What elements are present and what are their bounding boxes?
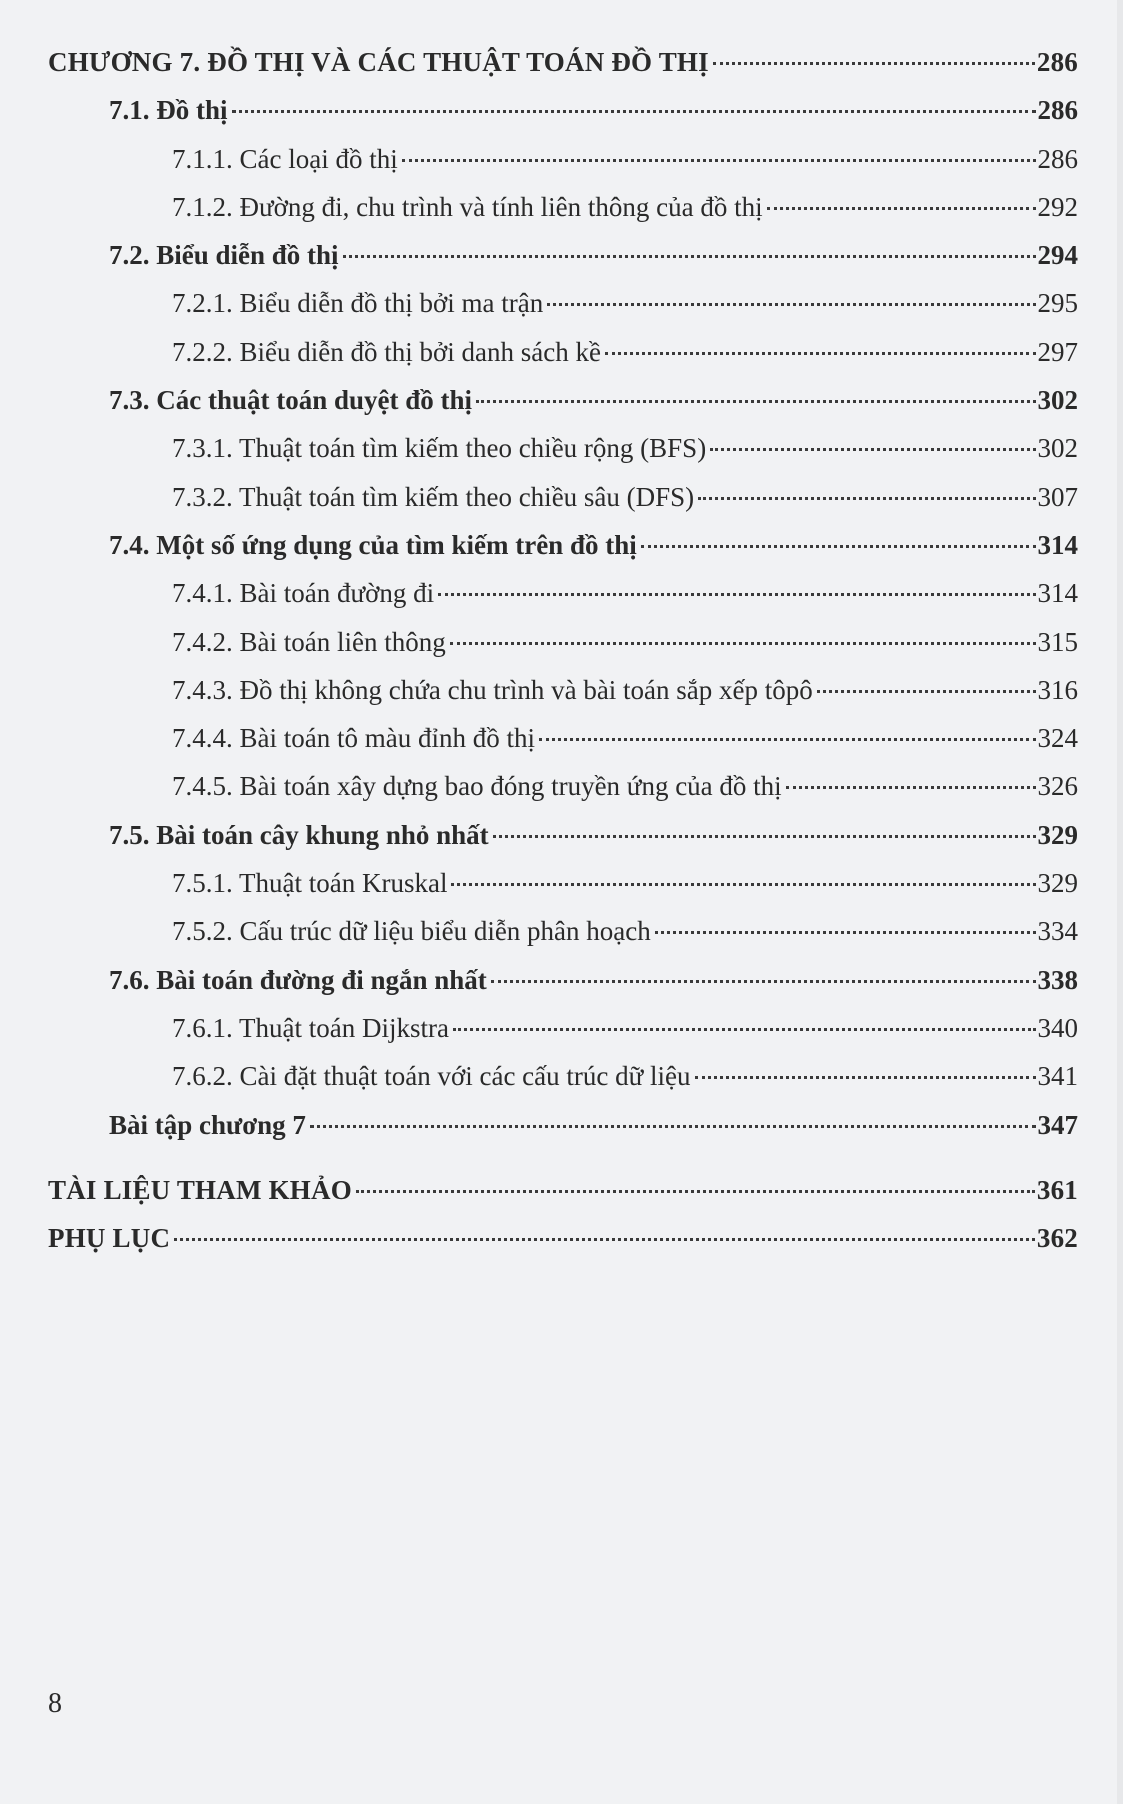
toc-entry-page: 295 [1037, 288, 1078, 319]
dot-leader [174, 1238, 1035, 1241]
dot-leader [698, 497, 1035, 500]
toc-entry-title: 7.3. Các thuật toán duyệt đồ thị [109, 385, 473, 416]
toc-entry-title: 7.3.2. Thuật toán tìm kiếm theo chiều sâu (DFS) [172, 481, 695, 512]
toc-entry-page: 315 [1037, 626, 1078, 657]
toc-entry-page: 286 [1036, 47, 1078, 77]
page-number: 8 [48, 1688, 62, 1719]
toc-entry-7-1-2 [48, 183, 1078, 231]
toc-entry-page: 347 [1037, 1109, 1078, 1140]
toc-entry-7-1-1 [48, 135, 1078, 183]
toc-entry-title: Bài tập chương 7 [109, 1109, 306, 1140]
toc-entry-7-1 [48, 86, 1078, 134]
dot-leader [438, 593, 1035, 596]
toc-entry-title: 7.4.2. Bài toán liên thông [172, 626, 446, 657]
toc-entry-page: 329 [1037, 868, 1078, 899]
toc-entry-7-3-2 [48, 473, 1078, 521]
toc-entry-page: 286 [1037, 143, 1078, 174]
toc-entry-title: 7.1. Đồ thị [109, 95, 228, 126]
toc-entry-page: 302 [1037, 385, 1078, 416]
toc-entry-7-2-2 [48, 328, 1078, 376]
toc-entry-title: TÀI LIỆU THAM KHẢO [48, 1174, 352, 1205]
toc-entry-page: 302 [1037, 433, 1078, 464]
toc-entry-title: CHƯƠNG 7. ĐỒ THỊ VÀ CÁC THUẬT TOÁN ĐỒ THỊ [48, 47, 709, 77]
toc-entry-7-4 [48, 521, 1078, 569]
toc-entry-7-3-1 [48, 424, 1078, 472]
toc-entry-title: 7.6. Bài toán đường đi ngắn nhất [109, 964, 487, 995]
toc-entry-page: 292 [1037, 191, 1078, 222]
toc-entry-title: 7.2. Biểu diễn đồ thị [109, 240, 339, 271]
toc-entry-7-6-1 [48, 1004, 1078, 1052]
toc-entry-title: 7.2.2. Biểu diễn đồ thị bởi danh sách kề [172, 336, 601, 367]
dot-leader [402, 159, 1036, 162]
toc-entry-page: 338 [1037, 964, 1078, 995]
toc-entry-7-2 [48, 231, 1078, 279]
toc-entry-page: 326 [1037, 771, 1078, 802]
toc-entry-7-5-2 [48, 907, 1078, 955]
dot-leader [491, 980, 1036, 983]
dot-leader [450, 642, 1036, 645]
toc-entry-title: 7.1.2. Đường đi, chu trình và tính liên thông của đồ thị [172, 191, 763, 222]
toc-entry-page: 286 [1037, 95, 1078, 126]
toc-entry-exercises [48, 1101, 1078, 1149]
dot-leader [539, 738, 1036, 741]
dot-leader [343, 255, 1036, 258]
toc-entry-page: 341 [1037, 1061, 1078, 1092]
toc-entry-title: PHỤ LỤC [48, 1223, 171, 1254]
dot-leader [655, 931, 1036, 934]
toc-entry-title: 7.5. Bài toán cây khung nhỏ nhất [109, 819, 489, 850]
dot-leader [605, 352, 1036, 355]
toc-entry-7-6 [48, 956, 1078, 1004]
toc-entry-title: 7.5.2. Cấu trúc dữ liệu biểu diễn phân hoạch [172, 916, 651, 947]
toc-entry-7-5-1 [48, 859, 1078, 907]
toc-entry-appendix [48, 1214, 1078, 1262]
toc-entry-7-4-1 [48, 569, 1078, 617]
toc-entry-page: 294 [1037, 240, 1078, 271]
toc-entry-page: 334 [1037, 916, 1078, 947]
toc-entry-7-3 [48, 376, 1078, 424]
toc-entry-page: 297 [1037, 336, 1078, 367]
dot-leader [547, 303, 1035, 306]
dot-leader [232, 110, 1036, 113]
dot-leader [451, 883, 1035, 886]
dot-leader [767, 207, 1036, 210]
toc-entry-title: 7.5.1. Thuật toán Kruskal [172, 868, 448, 899]
toc-entry-chapter-7 [48, 38, 1078, 86]
toc-entry-7-2-1 [48, 279, 1078, 327]
dot-leader [476, 400, 1035, 403]
toc-entry-page: 314 [1037, 529, 1078, 560]
toc-entry-page: 329 [1037, 819, 1078, 850]
toc-entry-title: 7.6.1. Thuật toán Dijkstra [172, 1012, 449, 1043]
dot-leader [310, 1125, 1036, 1128]
toc-entry-references [48, 1166, 1078, 1214]
toc-entry-title: 7.3.1. Thuật toán tìm kiếm theo chiều rộng (BFS) [172, 433, 707, 464]
toc-entry-7-4-3 [48, 666, 1078, 714]
toc-entry-title: 7.4.4. Bài toán tô màu đỉnh đồ thị [172, 723, 535, 754]
dot-leader [817, 690, 1036, 693]
toc-entry-7-5 [48, 811, 1078, 859]
toc-entry-page: 340 [1037, 1012, 1078, 1043]
toc-entry-7-4-2 [48, 618, 1078, 666]
toc-entry-title: 7.4.1. Bài toán đường đi [172, 578, 435, 609]
page-edge [1117, 0, 1123, 1804]
toc-entry-title: 7.4.5. Bài toán xây dựng bao đóng truyền ứng của đồ thị [172, 771, 782, 802]
dot-leader [453, 1028, 1036, 1031]
toc-entry-page: 324 [1037, 723, 1078, 754]
toc-entry-7-4-5 [48, 762, 1078, 810]
toc-entry-7-6-2 [48, 1052, 1078, 1100]
dot-leader [356, 1190, 1035, 1193]
toc-entry-page: 362 [1036, 1223, 1078, 1254]
table-of-contents [48, 38, 1078, 1262]
toc-entry-page: 314 [1037, 578, 1078, 609]
toc-entry-title: 7.4.3. Đồ thị không chứa chu trình và bài toán sắp xếp tôpô [172, 674, 813, 705]
dot-leader [641, 545, 1036, 548]
toc-entry-title: 7.2.1. Biểu diễn đồ thị bởi ma trận [172, 288, 544, 319]
toc-entry-7-4-4 [48, 714, 1078, 762]
dot-leader [695, 1076, 1036, 1079]
toc-entry-page: 361 [1036, 1174, 1078, 1205]
dot-leader [713, 62, 1035, 65]
dot-leader [493, 835, 1036, 838]
toc-entry-title: 7.4. Một số ứng dụng của tìm kiếm trên đồ thị [109, 529, 637, 560]
toc-entry-title: 7.1.1. Các loại đồ thị [172, 143, 398, 174]
toc-entry-title: 7.6.2. Cài đặt thuật toán với các cấu trúc dữ liệu [172, 1061, 691, 1092]
toc-entry-page: 316 [1037, 674, 1078, 705]
toc-entry-page: 307 [1037, 481, 1078, 512]
dot-leader [710, 448, 1035, 451]
dot-leader [786, 786, 1036, 789]
